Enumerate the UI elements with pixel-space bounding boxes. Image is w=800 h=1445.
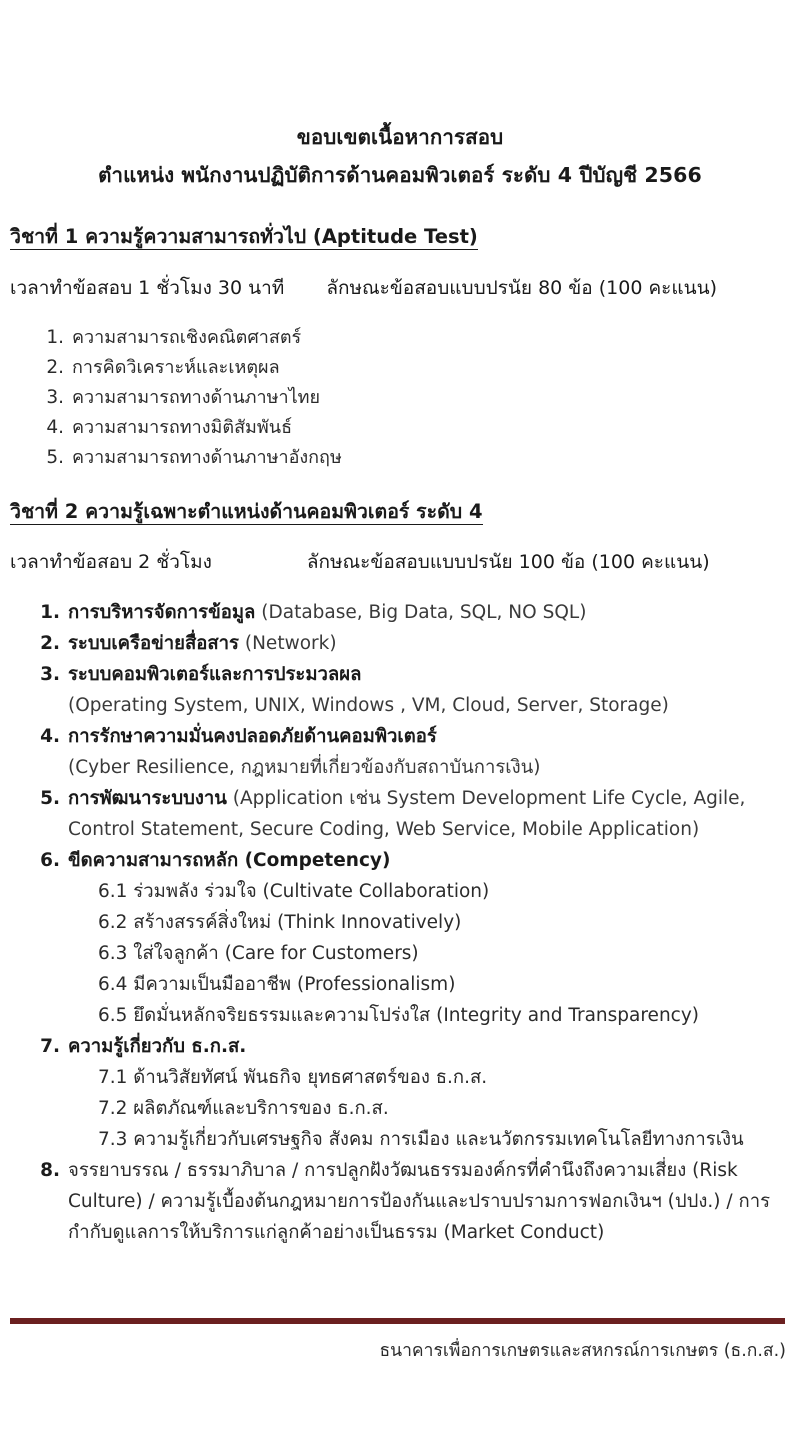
title-line-2: ตำแหน่ง พนักงานปฏิบัติการด้านคอมพิวเตอร์ ระดับ 4 ปีบัญชี 2566	[98, 163, 702, 187]
list-item-number: 2.	[40, 633, 60, 654]
footer-divider	[10, 1318, 785, 1324]
list-item	[0, 1155, 800, 1248]
list-item-detail: (Operating System, UNIX, Windows , VM, Cloud, Server, Storage)	[68, 695, 669, 716]
section-2-exam-meta	[10, 548, 790, 576]
title-line-1: ขอบเขตเนื้อหาการสอบ	[296, 125, 504, 149]
sub-list-item: 7.2 ผลิตภัณฑ์และบริการของ ธ.ก.ส.	[98, 1098, 389, 1119]
list-item-label-th: การบริหารจัดการข้อมูล	[68, 602, 256, 623]
section-2-duration: เวลาทำข้อสอบ 2 ชั่วโมง	[10, 551, 212, 573]
section-1-format: ลักษณะข้อสอบแบบปรนัย 80 ข้อ (100 คะแนน)	[326, 277, 717, 299]
list-item-label: ความสามารถทางด้านภาษาไทย	[72, 387, 321, 408]
list-item-number: 1.	[40, 602, 60, 623]
list-item-number: 5.	[40, 788, 60, 809]
list-item	[0, 323, 800, 353]
list-item-label: การคิดวิเคราะห์และเหตุผล	[72, 357, 280, 378]
list-item-label-en: (Database, Big Data, SQL, NO SQL)	[255, 602, 587, 623]
list-item-number: 2.	[46, 357, 64, 378]
list-item	[0, 413, 800, 443]
list-item-number: 3.	[40, 664, 60, 685]
list-item-number: 8.	[40, 1160, 60, 1181]
list-item	[0, 353, 800, 383]
list-item-number: 1.	[46, 327, 64, 348]
list-item-label-th: ความรู้เกี่ยวกับ ธ.ก.ส.	[68, 1036, 247, 1057]
section-1-heading-text: วิชาที่ 1 ความรู้ความสามารถทั่วไป (Aptitude Test)	[10, 225, 478, 248]
sub-list-item: 6.5 ยึดมั่นหลักจริยธรรมและความโปร่งใส (Integrity and Transparency)	[98, 1005, 700, 1026]
list-item	[0, 383, 800, 413]
sub-list-item: 6.4 มีความเป็นมืออาชีพ (Professionalism)	[98, 974, 456, 995]
section-2-topic-list	[0, 597, 800, 1248]
list-item	[0, 628, 800, 659]
list-item	[0, 1031, 800, 1155]
section-1-topic-list	[0, 323, 800, 473]
sub-list-item: 6.2 สร้างสรรค์สิ่งใหม่ (Think Innovatively)	[98, 912, 462, 933]
list-item-paragraph: จรรยาบรรณ / ธรรมาภิบาล / การปลูกฝังวัฒนธรรมองค์กรที่คำนึงถึงความเสี่ยง (Risk Culture) / ความรู้เบื้องต้นกฎหมายการป้องกันและปราบปรามการฟอกเงินฯ (ปปง.) / การกำกับดูแลการให้บริการแก่ลูกค้าอย่างเป็นธรรม (Market Conduct)	[68, 1160, 771, 1243]
section-1-duration: เวลาทำข้อสอบ 1 ชั่วโมง 30 นาที	[10, 277, 285, 299]
section-1-heading	[10, 222, 478, 252]
list-item	[0, 597, 800, 628]
list-item	[0, 845, 800, 1031]
page-title	[0, 118, 800, 194]
list-item-label-th: ระบบเครือข่ายสื่อสาร	[68, 633, 239, 654]
list-item-number: 6.	[40, 850, 60, 871]
list-item-label-en: (Application เช่น System Development Life Cycle, Agile, Control Statement, Secure Coding, Web Service, Mobile Application)	[68, 788, 746, 840]
list-item-label-th: ขีดความสามารถหลัก (Competency)	[68, 850, 391, 871]
list-item-number: 7.	[40, 1036, 60, 1057]
sub-list-item: 6.3 ใส่ใจลูกค้า (Care for Customers)	[98, 943, 419, 964]
footer-organization-name: ธนาคารเพื่อการเกษตรและสหกรณ์การเกษตร (ธ.ก.ส.)	[379, 1341, 786, 1361]
section-2-heading-text: วิชาที่ 2 ความรู้เฉพาะตำแหน่งด้านคอมพิวเตอร์ ระดับ 4	[10, 500, 483, 523]
section-1-exam-meta	[10, 274, 790, 302]
list-item-label: ความสามารถทางมิติสัมพันธ์	[72, 417, 293, 438]
section-2-heading	[10, 497, 483, 527]
list-item	[0, 659, 800, 721]
sub-list-item: 6.1 ร่วมพลัง ร่วมใจ (Cultivate Collaboration)	[98, 881, 490, 902]
list-item-label-th: ระบบคอมพิวเตอร์และการประมวลผล	[68, 664, 362, 685]
list-item	[0, 721, 800, 783]
list-item-label-th: การพัฒนาระบบงาน	[68, 788, 227, 809]
list-item-number: 4.	[40, 726, 60, 747]
list-item	[0, 443, 800, 473]
section-2-format: ลักษณะข้อสอบแบบปรนัย 100 ข้อ (100 คะแนน)	[306, 551, 710, 573]
list-item-number: 4.	[46, 417, 64, 438]
list-item-label: ความสามารถเชิงคณิตศาสตร์	[72, 327, 302, 348]
list-item-number: 3.	[46, 387, 64, 408]
sub-list-item: 7.1 ด้านวิสัยทัศน์ พันธกิจ ยุทธศาสตร์ของ ธ.ก.ส.	[98, 1067, 488, 1088]
list-item-detail: (Cyber Resilience, กฎหมายที่เกี่ยวข้องกับสถาบันการเงิน)	[68, 757, 541, 778]
list-item-label-en: (Network)	[239, 633, 337, 654]
sub-list-item: 7.3 ความรู้เกี่ยวกับเศรษฐกิจ สังคม การเมือง และนวัตกรรมเทคโนโลยีทางการเงิน	[98, 1129, 744, 1150]
list-item-label-th: การรักษาความมั่นคงปลอดภัยด้านคอมพิวเตอร์	[68, 726, 437, 747]
list-item	[0, 783, 800, 845]
list-item-number: 5.	[46, 447, 64, 468]
list-item-label: ความสามารถทางด้านภาษาอังกฤษ	[72, 447, 342, 468]
